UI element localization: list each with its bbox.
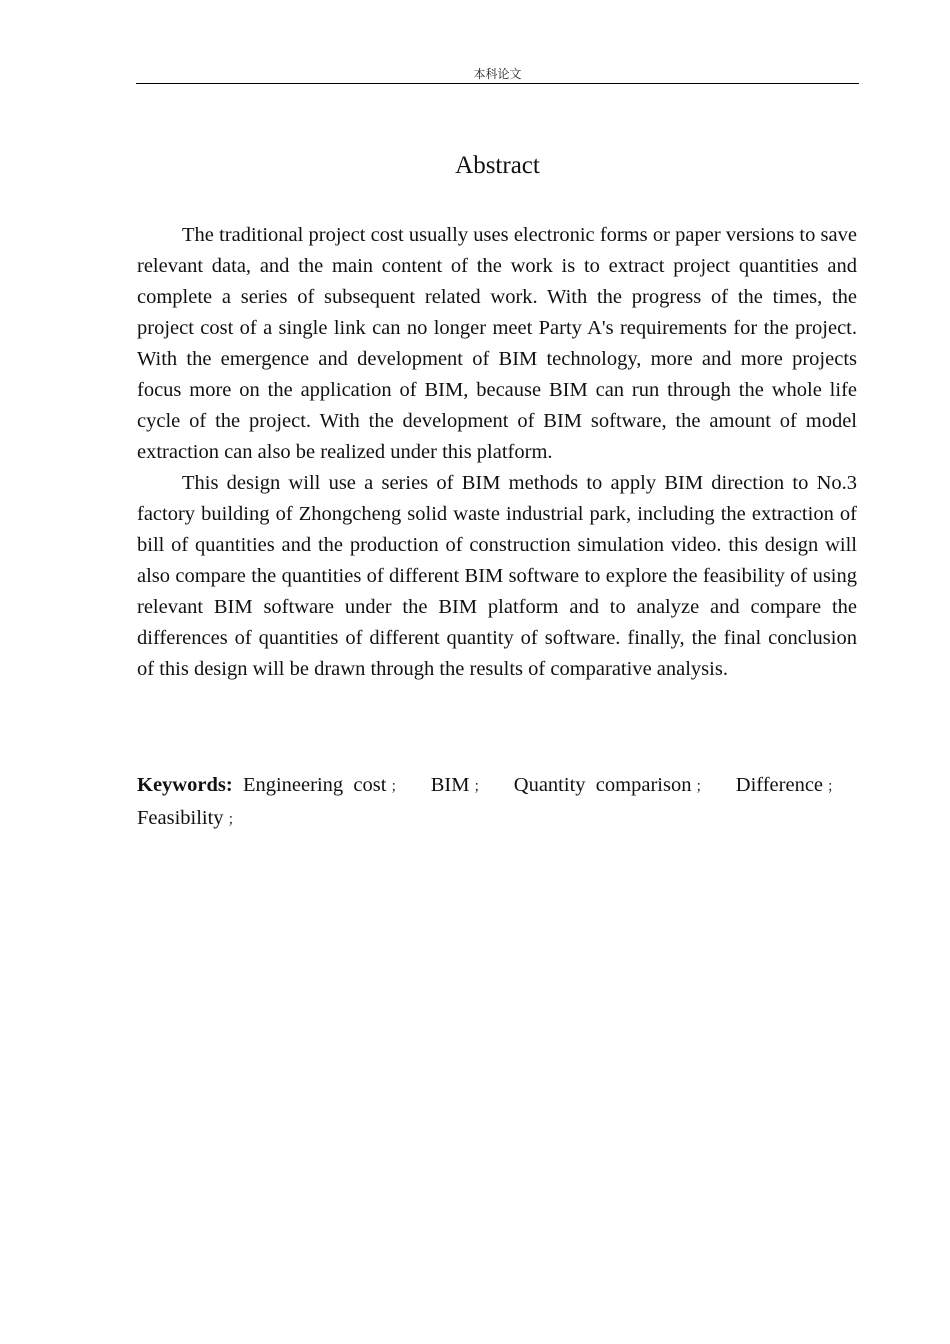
abstract-paragraph-1: The traditional project cost usually uses electronic forms or paper versions to save relevant data, and the main content of the work is to extract project quantities and complete a series of subsequent related work. With the progress of the times, the project cost of a single link can no longer meet Party A's requirements for the project. With the emergence and development of BIM technology, more and more projects focus more on the application of BIM, because BIM can run through the whole life cycle of the project. With the development of BIM software, the amount of model extraction can also be realized under this platform. [137,224,857,463]
keyword-separator: ； [227,812,242,828]
keyword-text: Difference [735,774,824,796]
keyword-item [243,774,421,796]
abstract-body [137,220,857,685]
keyword-item [137,807,242,829]
keyword-text: Engineering cost [242,774,387,796]
abstract-paragraph-2: This design will use a series of BIM methods to apply BIM direction to No.3 factory building of Zhongcheng solid waste industrial park, including the extraction of bill of quantities and the production of construction simulation video. this design will also compare the quantities of different BIM software to explore the feasibility of using relevant BIM software under the BIM platform and to analyze and compare the differences of quantities of different quantity of software. finally, the final conclusion of this design will be drawn through the results of comparative analysis. [137,472,857,680]
keyword-separator: ； [390,779,405,795]
keyword-separator: ； [827,779,842,795]
keyword-text: Quantity comparison [513,774,692,796]
keyword-text: Feasibility [137,807,224,829]
keyword-item [736,774,857,796]
keyword-item [514,774,726,796]
keywords-label: Keywords: [137,774,233,796]
keyword-item [431,774,504,796]
running-header: 本科论文 [473,67,522,81]
header-rule [136,83,859,84]
abstract-title: Abstract [455,152,540,179]
keywords-line [137,770,857,836]
keyword-separator: ； [473,779,488,795]
keyword-separator: ； [695,779,710,795]
keyword-text: BIM [430,774,470,796]
